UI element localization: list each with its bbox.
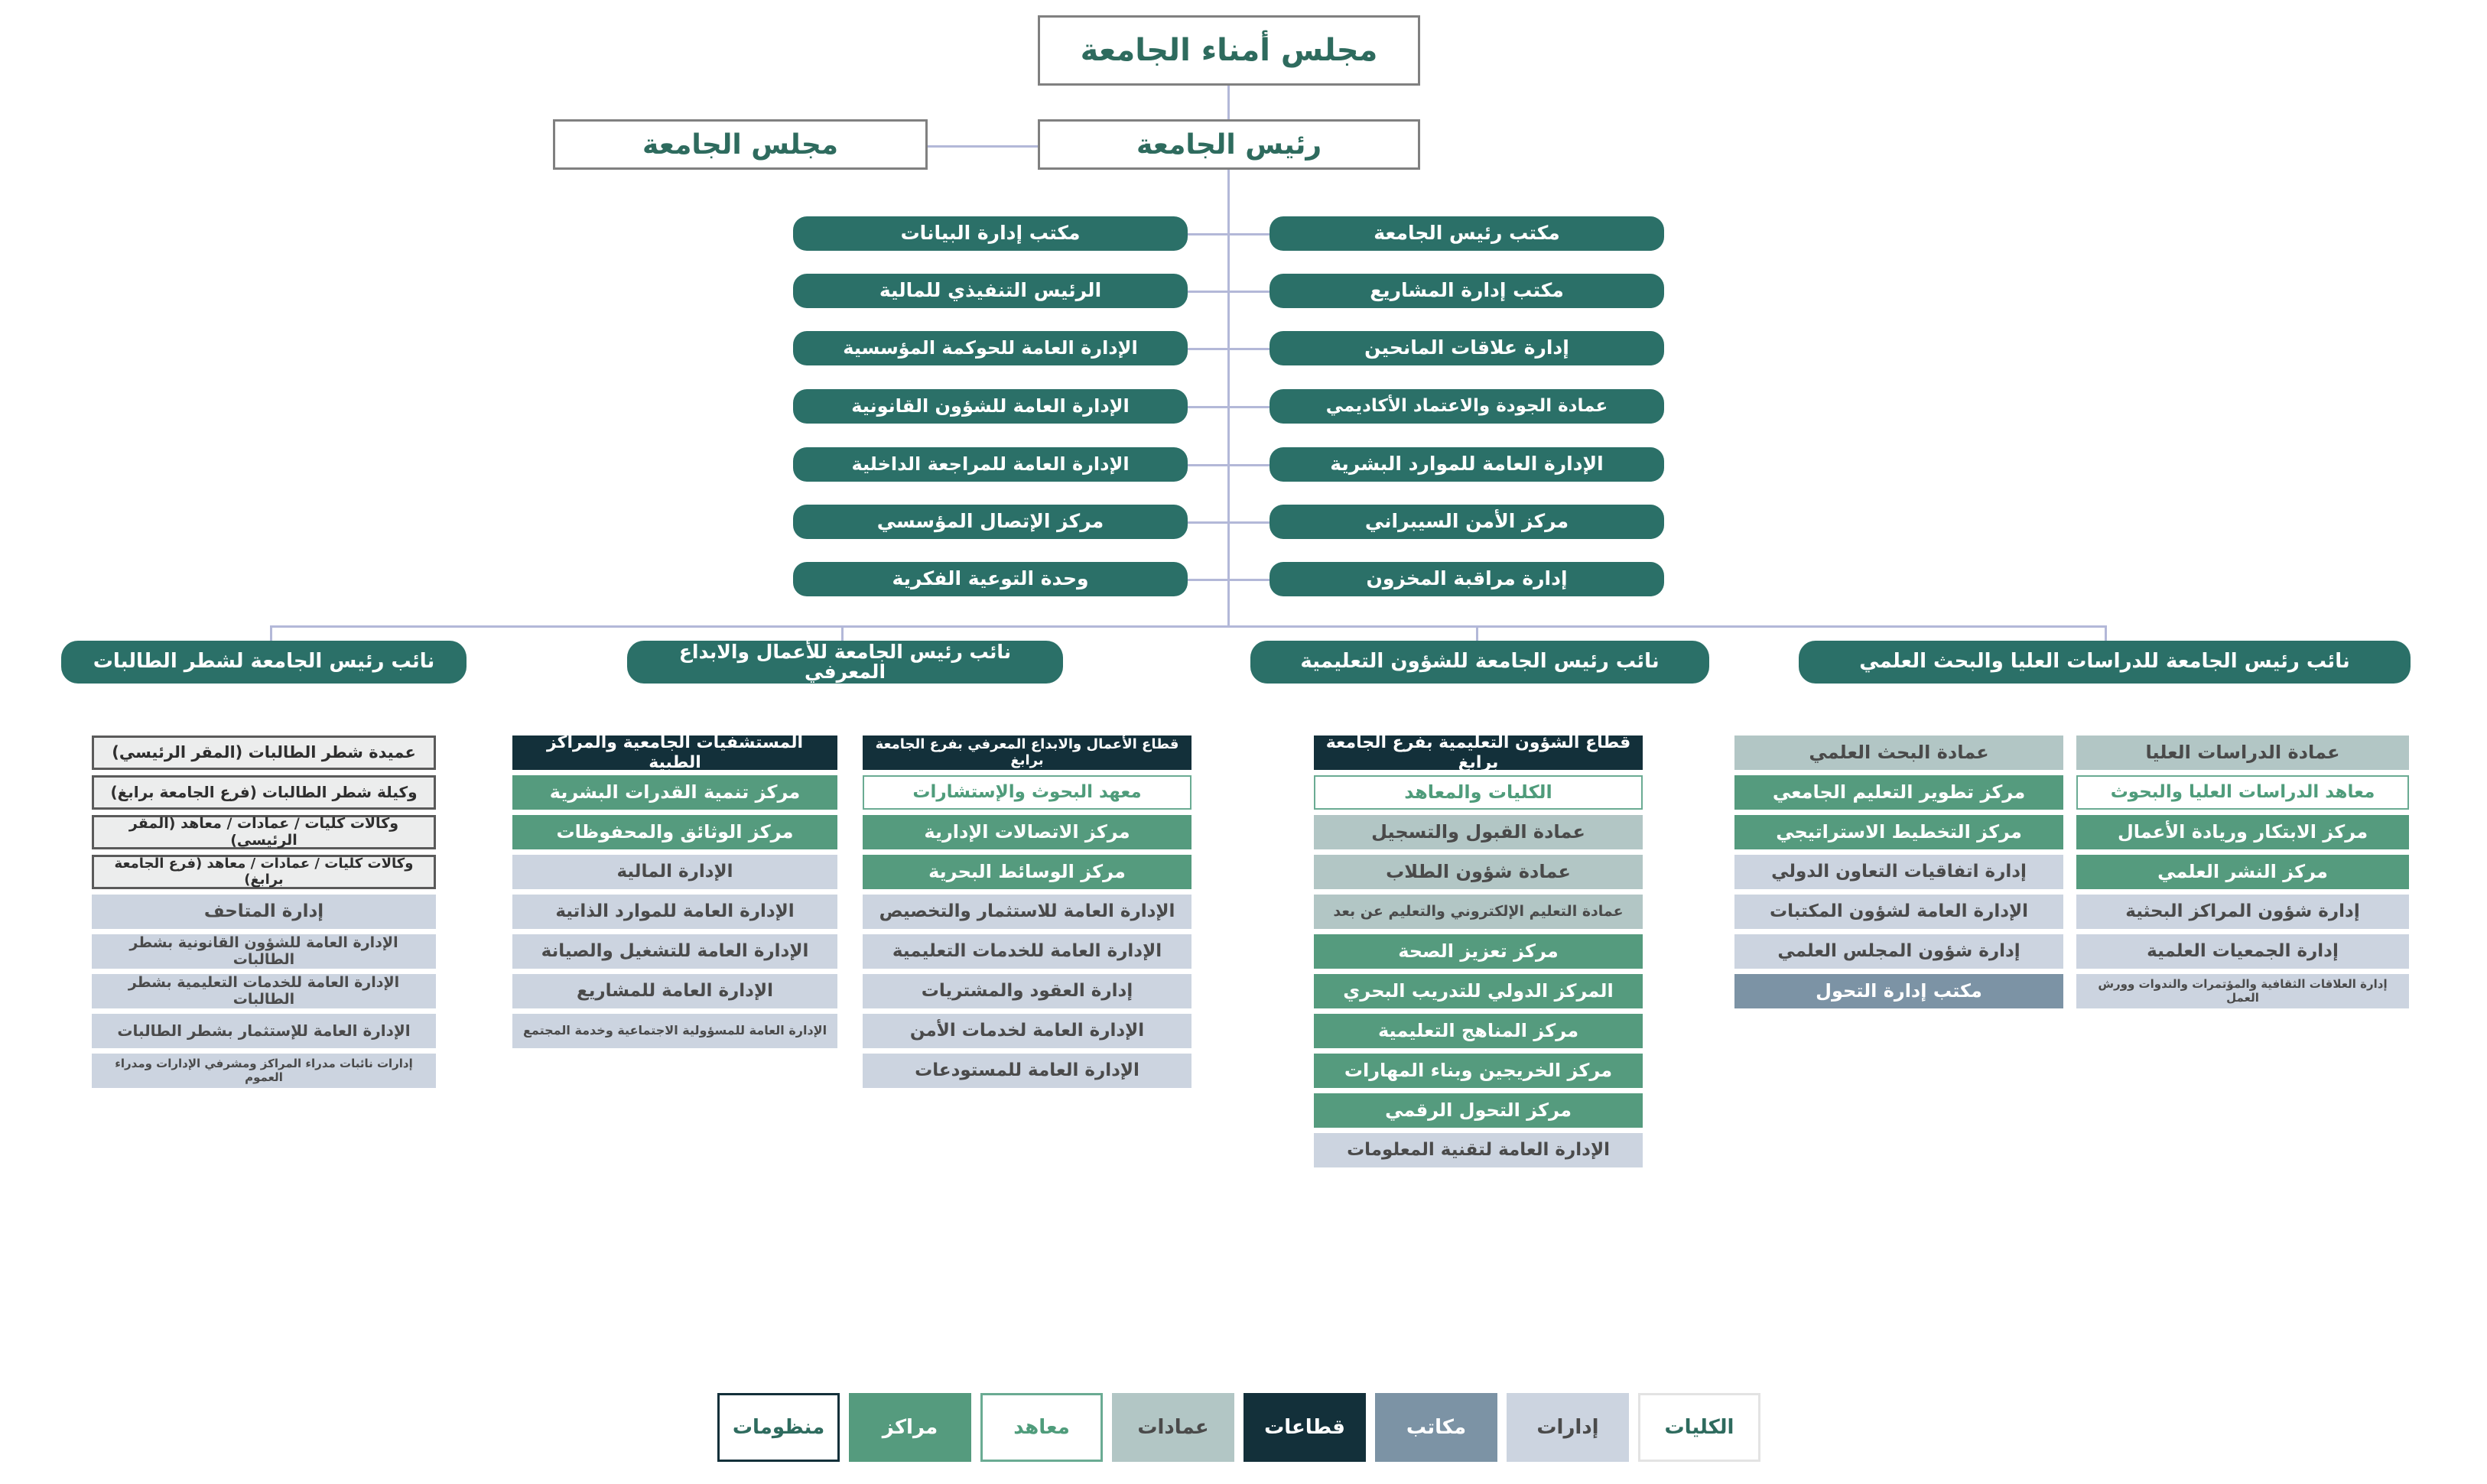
org-unit-label: معهد البحوث والإستشارات [912, 782, 1142, 803]
connector-stub-l5 [1188, 464, 1230, 466]
org-unit-box[interactable] [92, 736, 436, 770]
connector-stub-r1 [1227, 233, 1270, 235]
president-unit-r-1[interactable] [1270, 274, 1664, 308]
president-unit-label: الإدارة العامة للحوكمة المؤسسية [843, 336, 1138, 359]
connector-stub-l4 [1188, 406, 1230, 408]
org-unit-box[interactable] [92, 855, 436, 889]
org-unit-box[interactable] [92, 1014, 436, 1048]
org-unit-box[interactable] [512, 934, 837, 969]
org-unit-label: الإدارة العامة للخدمات التعليمية بشطر الطالبات [128, 973, 400, 1008]
org-unit-box[interactable] [1314, 1014, 1643, 1048]
org-unit-box[interactable] [512, 733, 837, 772]
org-unit-label: إدارة الجمعيات العلمية [2147, 941, 2339, 962]
president-unit-r-0[interactable] [1270, 216, 1664, 251]
board-of-trustees-label: مجلس أمناء الجامعة [1080, 33, 1378, 68]
vice-president-educational-affairs[interactable] [1250, 641, 1709, 684]
org-unit-box[interactable] [92, 1054, 436, 1088]
org-unit-box[interactable] [863, 815, 1191, 849]
org-unit-box[interactable] [863, 855, 1191, 889]
org-unit-label: مركز الوسائط البحرية [928, 860, 1126, 882]
vice-president-label: نائب رئيس الجامعة للشؤون التعليمية [1300, 650, 1660, 674]
org-unit-label: إدارة اتفاقيات التعاون الدولي [1771, 862, 2027, 882]
org-unit-label: الإدارة العامة للشؤون القانونية بشطر الطالبات [129, 934, 398, 968]
org-unit-label: الإدارة العامة للخدمات التعليمية [892, 941, 1162, 962]
org-unit-label: إدارة شؤون المراكز البحثية [2125, 901, 2360, 922]
org-unit-box[interactable] [863, 934, 1191, 969]
vice-president-label: نائب رئيس الجامعة لشطر الطالبات [93, 650, 435, 674]
president-unit-label: الإدارة العامة للمراجعة الداخلية [851, 453, 1130, 475]
org-unit-label: الإدارة العامة لتقنية المعلومات [1347, 1140, 1610, 1161]
org-unit-label: الإدارة العامة للإستثمار بشطر الطالبات [117, 1021, 411, 1040]
university-president-box[interactable] [1038, 119, 1420, 170]
org-unit-label: الإدارة العامة للمسؤولية الاجتماعية وخدمة المجتمع [522, 1023, 827, 1038]
legend-label: منظومات [732, 1416, 825, 1439]
org-unit-label: الإدارة العامة للمستودعات [915, 1060, 1139, 1081]
org-unit-box[interactable] [863, 1014, 1191, 1048]
org-unit-box[interactable] [863, 895, 1191, 929]
legend-item-qitaat[interactable] [1244, 1393, 1366, 1462]
legend-label: إدارات [1536, 1416, 1599, 1439]
org-unit-label: الإدارة العامة للاستثمار والتخصيص [879, 901, 1175, 922]
connector-board-president [1227, 86, 1230, 120]
org-unit-label: مركز التخطيط الاستراتيجي [1776, 820, 2022, 843]
president-unit-l-0[interactable] [793, 216, 1188, 251]
legend-label: عمادات [1137, 1416, 1209, 1439]
org-unit-box[interactable] [1734, 895, 2063, 929]
org-unit-box[interactable] [1734, 775, 2063, 810]
org-unit-label: مركز الخريجين وبناء المهارات [1344, 1059, 1613, 1081]
president-unit-label: إدارة علاقات المانحين [1364, 336, 1569, 359]
legend-label: مكاتب [1406, 1416, 1467, 1439]
legend [717, 1393, 1760, 1462]
connector-council-president [928, 145, 1042, 148]
legend-label: مراكز [882, 1416, 938, 1439]
org-unit-label: وكيلة شطر الطالبات (فرع الجامعة برابغ) [110, 783, 418, 801]
org-unit-label: الإدارة العامة للموارد الذاتية [555, 901, 795, 922]
university-council-box[interactable] [553, 119, 928, 170]
org-unit-box[interactable] [2076, 974, 2409, 1008]
org-unit-label: مركز تطوير التعليم الجامعي [1772, 781, 2026, 803]
org-unit-label: مركز تعزيز الصحة [1398, 940, 1559, 962]
org-unit-label: الإدارة العامة لشؤون المكتبات [1769, 901, 2029, 922]
org-unit-label: عمادة القبول والتسجيل [1371, 820, 1585, 843]
legend-item-idarat[interactable] [1507, 1393, 1629, 1462]
legend-label: الكليات [1664, 1416, 1734, 1439]
org-unit-label: قطاع الأعمال والابداع المعرفي بفرع الجامعة برابغ [875, 736, 1179, 768]
president-unit-label: الرئيس التنفيذي للمالية [879, 279, 1102, 302]
org-unit-box[interactable] [512, 815, 837, 849]
university-president-label: رئيس الجامعة [1136, 128, 1322, 161]
connector-vp-bus [270, 625, 2105, 628]
org-unit-label: الإدارة العامة لخدمات الأمن [909, 1021, 1145, 1041]
org-unit-label: وكالات كليات / عمادات / معاهد (المقر الرئيسي) [128, 814, 399, 849]
org-unit-box[interactable] [2076, 775, 2409, 810]
org-unit-label: المركز الدولي للتدريب البحري [1343, 979, 1614, 1002]
col-educational-affairs [1314, 733, 1643, 1173]
president-unit-l-4[interactable] [793, 447, 1188, 482]
president-unit-label: الإدارة العامة للشؤون القانونية [851, 395, 1130, 417]
org-unit-label: مركز تنمية القدرات البشرية [549, 781, 801, 803]
org-unit-label: مركز الوثائق والمحفوظات [556, 820, 794, 843]
president-unit-l-6[interactable] [793, 562, 1188, 596]
org-unit-box[interactable] [1734, 815, 2063, 849]
org-unit-label: إدارة شؤون المجلس العلمي [1777, 941, 2020, 962]
president-unit-r-4[interactable] [1270, 447, 1664, 482]
president-unit-label: مكتب إدارة البيانات [900, 222, 1081, 245]
org-unit-box[interactable] [2076, 815, 2409, 849]
connector-stub-r3 [1227, 348, 1270, 350]
org-unit-box[interactable] [2076, 934, 2409, 969]
org-unit-box[interactable] [2076, 736, 2409, 770]
col-graduate-studies [2076, 736, 2409, 1014]
org-unit-label: عمادة الدراسات العليا [2145, 741, 2340, 763]
president-unit-r-3[interactable] [1270, 389, 1664, 424]
org-unit-box[interactable] [512, 895, 837, 929]
president-unit-l-2[interactable] [793, 331, 1188, 365]
org-unit-label: الإدارة العامة للتشغيل والصيانة [541, 941, 809, 962]
vice-president-female-students[interactable] [61, 641, 467, 684]
president-unit-label: إدارة مراقبة المخزون [1366, 567, 1568, 590]
org-unit-box[interactable] [512, 855, 837, 889]
org-unit-label: الإدارة العامة للمشاريع [577, 981, 773, 1002]
org-unit-box[interactable] [863, 1054, 1191, 1088]
org-unit-box[interactable] [2076, 855, 2409, 889]
vice-president-label: نائب رئيس الجامعة للأعمال والابداع المعرفي [678, 640, 1012, 683]
org-unit-box[interactable] [92, 815, 436, 849]
org-unit-label: إدارة المتاحف [203, 901, 324, 922]
org-unit-box[interactable] [1314, 1054, 1643, 1088]
org-unit-box[interactable] [2076, 895, 2409, 929]
president-unit-label: عمادة الجودة والاعتماد الأكاديمي [1325, 396, 1608, 417]
vice-president-graduate-research[interactable] [1799, 641, 2411, 684]
org-unit-label: معاهد الدراسات العليا والبحوث [2110, 782, 2375, 803]
org-unit-box[interactable] [1734, 934, 2063, 969]
president-unit-l-3[interactable] [793, 389, 1188, 424]
president-unit-label: مكتب إدارة المشاريع [1370, 279, 1564, 302]
org-unit-label: مركز الاتصالات الإدارية [924, 820, 1130, 843]
org-unit-box[interactable] [1734, 974, 2063, 1008]
org-unit-label: مركز الابتكار وريادة الأعمال [2117, 820, 2368, 843]
vice-president-label: نائب رئيس الجامعة للدراسات العليا والبحث العلمي [1859, 650, 2350, 674]
connector-stub-r5 [1227, 464, 1270, 466]
board-of-trustees-box[interactable] [1038, 15, 1420, 86]
president-unit-label: مركز الأمن السيبراني [1364, 510, 1569, 533]
vice-president-business-knowledge[interactable] [627, 641, 1063, 684]
org-unit-box[interactable] [1314, 733, 1643, 772]
president-unit-label: مركز الإتصال المؤسسي [876, 510, 1104, 533]
org-unit-box[interactable] [1314, 895, 1643, 929]
org-unit-box[interactable] [1734, 736, 2063, 770]
org-unit-label: إدارة العقود والمشتريات [921, 981, 1133, 1002]
connector-stub-l7 [1188, 579, 1230, 581]
connector-stub-r4 [1227, 406, 1270, 408]
connector-stub-l3 [1188, 348, 1230, 350]
president-unit-r-6[interactable] [1270, 562, 1664, 596]
org-unit-label: مركز المناهج التعليمية [1377, 1019, 1579, 1041]
president-unit-l-5[interactable] [793, 505, 1188, 539]
org-unit-box[interactable] [1314, 855, 1643, 889]
org-unit-box[interactable] [863, 736, 1191, 770]
org-unit-label: إدارة العلاقات الثقافية والمؤتمرات والندوات وورش العمل [2098, 977, 2388, 1005]
col-hospitals [512, 733, 837, 1054]
org-unit-box[interactable] [512, 974, 837, 1008]
org-unit-label: عمادة البحث العلمي [1809, 741, 1989, 763]
col-female-students [92, 736, 436, 1093]
org-unit-label: الكليات والمعاهد [1404, 781, 1552, 803]
connector-stub-l2 [1188, 291, 1230, 293]
org-unit-label: مركز النشر العلمي [2157, 860, 2328, 882]
connector-stub-l1 [1188, 233, 1230, 235]
legend-label: معاهد [1013, 1416, 1070, 1439]
org-unit-label: عميدة شطر الطالبات (المقر الرئيسي) [112, 743, 416, 762]
president-unit-r-2[interactable] [1270, 331, 1664, 365]
org-unit-label: مكتب إدارة التحول [1816, 979, 1982, 1002]
org-unit-box[interactable] [1314, 815, 1643, 849]
col-business-knowledge [863, 736, 1191, 1093]
org-unit-label: قطاع الشؤون التعليمية بفرع الجامعة برابغ [1325, 733, 1631, 772]
org-unit-label: مركز التحول الرقمي [1385, 1099, 1572, 1121]
connector-stub-l6 [1188, 521, 1230, 524]
legend-item-maahid[interactable] [980, 1393, 1103, 1462]
president-unit-r-5[interactable] [1270, 505, 1664, 539]
org-unit-box[interactable] [1314, 1133, 1643, 1167]
org-unit-label: وكالات كليات / عمادات / معاهد (فرع الجامعة برابغ) [114, 855, 414, 888]
org-unit-label: عمادة التعليم الإلكتروني والتعليم عن بعد [1333, 902, 1624, 920]
org-unit-box[interactable] [1314, 775, 1643, 810]
org-unit-box[interactable] [92, 934, 436, 969]
org-unit-box[interactable] [92, 775, 436, 810]
president-unit-label: مكتب رئيس الجامعة [1374, 222, 1560, 245]
org-unit-box[interactable] [512, 1014, 837, 1048]
col-scientific-research [1734, 736, 2063, 1014]
org-unit-box[interactable] [1734, 855, 2063, 889]
org-unit-box[interactable] [92, 895, 436, 929]
president-unit-label: وحدة التوعية الفكرية [892, 567, 1089, 590]
connector-president-trunk [1227, 168, 1230, 627]
org-unit-label: عمادة شؤون الطلاب [1386, 860, 1571, 882]
org-unit-box[interactable] [863, 775, 1191, 810]
legend-label: قطاعات [1264, 1416, 1345, 1439]
org-unit-box[interactable] [92, 974, 436, 1008]
legend-item-amadat[interactable] [1112, 1393, 1234, 1462]
connector-stub-r7 [1227, 579, 1270, 581]
org-unit-label: المستشفيات الجامعية والمراكز الطبية [546, 733, 804, 772]
legend-item-manzumat[interactable] [717, 1393, 840, 1462]
org-unit-box[interactable] [1314, 974, 1643, 1008]
org-unit-box[interactable] [1314, 934, 1643, 969]
president-unit-l-1[interactable] [793, 274, 1188, 308]
org-unit-box[interactable] [1314, 1093, 1643, 1128]
connector-stub-r2 [1227, 291, 1270, 293]
president-unit-label: الإدارة العامة للموارد البشرية [1330, 453, 1604, 476]
org-unit-label: إدارات نائبات مدراء المراكز ومشرفي الإدارات ومدراء العموم [115, 1057, 413, 1084]
connector-stub-r6 [1227, 521, 1270, 524]
org-unit-box[interactable] [512, 775, 837, 810]
legend-item-kolliat[interactable] [1638, 1393, 1760, 1462]
university-council-label: مجلس الجامعة [642, 128, 839, 161]
legend-item-makatib[interactable] [1375, 1393, 1497, 1462]
org-unit-label: الإدارة المالية [616, 862, 733, 882]
legend-item-marakiz[interactable] [849, 1393, 971, 1462]
org-unit-box[interactable] [863, 974, 1191, 1008]
